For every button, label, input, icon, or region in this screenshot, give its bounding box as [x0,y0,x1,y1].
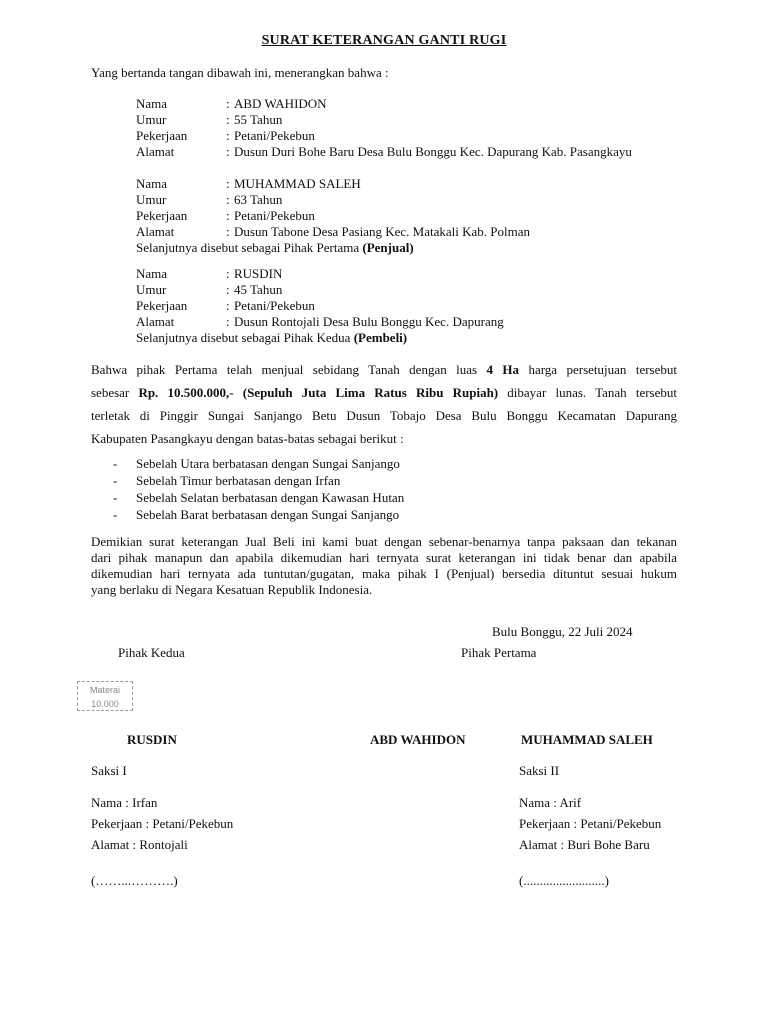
para1-line4: Kabupaten Pasangkayu dengan batas-batas sebagai berikut : [91,431,404,446]
party2-nama: RUSDIN [234,266,283,281]
witness1-pekerjaan: Pekerjaan : Petani/Pekebun [91,816,234,831]
colon: : [226,192,230,207]
colon: : [226,314,230,329]
party1-note [136,240,414,256]
label-umur: Umur [136,192,167,207]
bullet-dash: - [113,473,118,488]
party1a-pekerjaan: Petani/Pekebun [234,128,315,143]
price-amount: Rp. 10.500.000,- (Sepuluh Juta Lima Ratus Ribu Rupiah) [138,385,499,400]
witness2-label: Saksi II [519,763,560,778]
witness2-pekerjaan: Pekerjaan : Petani/Pekebun [519,816,662,831]
party2-note-text: Selanjutnya disebut sebagai Pihak Kedua [136,330,354,345]
signature-pertama-1: ABD WAHIDON [370,732,466,747]
colon: : [226,224,230,239]
label-alamat: Alamat [136,144,175,159]
label-alamat: Alamat [136,314,175,329]
colon: : [226,144,230,159]
label-nama: Nama [136,176,168,191]
party1b-pekerjaan: Petani/Pekebun [234,208,315,223]
materai-stamp [77,681,133,711]
party1b-alamat: Dusun Tabone Desa Pasiang Kec. Matakali Kab. Polman [234,224,530,239]
label-pekerjaan: Pekerjaan [136,128,188,143]
para1-text: harga persetujuan tersebut [519,362,677,377]
colon: : [226,176,230,191]
signature-kedua: RUSDIN [127,732,177,747]
label-nama: Nama [136,266,168,281]
stamp-line2: 10.000 [91,699,119,709]
label-pekerjaan: Pekerjaan [136,208,188,223]
party1-role: (Penjual) [362,240,414,255]
para2-line: dari pihak manapun dan apabila dikemudian hari ternyata surat keterangan ini tidak benar dan apabila [91,550,677,565]
colon: : [226,266,230,281]
label-umur: Umur [136,282,167,297]
bullet-dash: - [113,507,118,522]
party2-pekerjaan: Petani/Pekebun [234,298,315,313]
party2-role: (Pembeli) [353,330,408,345]
border-north: Sebelah Utara berbatasan dengan Sungai Sanjango [136,456,400,471]
border-west: Sebelah Barat berbatasan dengan Sungai Sanjango [136,507,400,522]
party1a-nama: ABD WAHIDON [234,96,327,111]
para1-text: Bahwa pihak Pertama telah menjual sebidang Tanah dengan luas [91,362,487,377]
para1-line3: terletak di Pinggir Sungai Sanjango Betu Dusun Tobajo Desa Bulu Bonggu Kecamatan Dapurang [91,408,677,423]
colon: : [226,96,230,111]
colon: : [226,128,230,143]
pihak-kedua-label: Pihak Kedua [118,645,185,660]
signature-pertama-2: MUHAMMAD SALEH [521,732,653,747]
para2-line: yang berlaku di Negara Kesatuan Republik Indonesia. [91,582,373,597]
bullet-dash: - [113,490,118,505]
colon: : [226,112,230,127]
bullet-dash: - [113,456,118,471]
para2-line: Demikian surat keterangan Jual Beli ini kami buat dengan sebenar-benarnya tanpa paksaan dan tekanan [91,534,677,549]
para1-text: sebesar [91,385,139,400]
witness2-nama: Nama : Arif [519,795,582,810]
colon: : [226,298,230,313]
label-nama: Nama [136,96,168,111]
para2-line: dikemudian hari ternyata ada tuntutan/gugatan, maka pihak I (Penjual) bersedia dituntut sesuai hukum [91,566,677,581]
party1a-alamat: Dusun Duri Bohe Baru Desa Bulu Bonggu Kec. Dapurang Kab. Pasangkayu [234,144,632,159]
witness2-alamat: Alamat : Buri Bohe Baru [519,837,650,852]
colon: : [226,282,230,297]
label-alamat: Alamat [136,224,175,239]
para1-line1 [91,358,677,382]
party1b-umur: 63 Tahun [234,192,283,207]
place-date: Bulu Bonggu, 22 Juli 2024 [492,624,633,639]
witness1-sign: (……...……….) [91,873,178,888]
land-area: 4 Ha [486,362,520,377]
party2-umur: 45 Tahun [234,282,283,297]
intro-text: Yang bertanda tangan dibawah ini, menerangkan bahwa : [91,65,389,80]
border-south: Sebelah Selatan berbatasan dengan Kawasan Hutan [136,490,405,505]
party1b-nama: MUHAMMAD SALEH [234,176,361,191]
party1a-umur: 55 Tahun [234,112,283,127]
label-umur: Umur [136,112,167,127]
pihak-pertama-label: Pihak Pertama [461,645,537,660]
witness1-label: Saksi I [91,763,127,778]
para1-line2 [91,381,677,405]
document-title: SURAT KETERANGAN GANTI RUGI [261,33,507,48]
party2-note [136,330,407,346]
party2-alamat: Dusun Rontojali Desa Bulu Bonggu Kec. Dapurang [234,314,504,329]
label-pekerjaan: Pekerjaan [136,298,188,313]
border-east: Sebelah Timur berbatasan dengan Irfan [136,473,341,488]
witness1-nama: Nama : Irfan [91,795,158,810]
witness1-alamat: Alamat : Rontojali [91,837,188,852]
party1-note-text: Selanjutnya disebut sebagai Pihak Pertama [136,240,363,255]
colon: : [226,208,230,223]
stamp-line1: Materai [89,685,120,695]
witness2-sign: (.........................) [519,873,609,888]
para1-text: dibayar lunas. Tanah tersebut [498,385,677,400]
